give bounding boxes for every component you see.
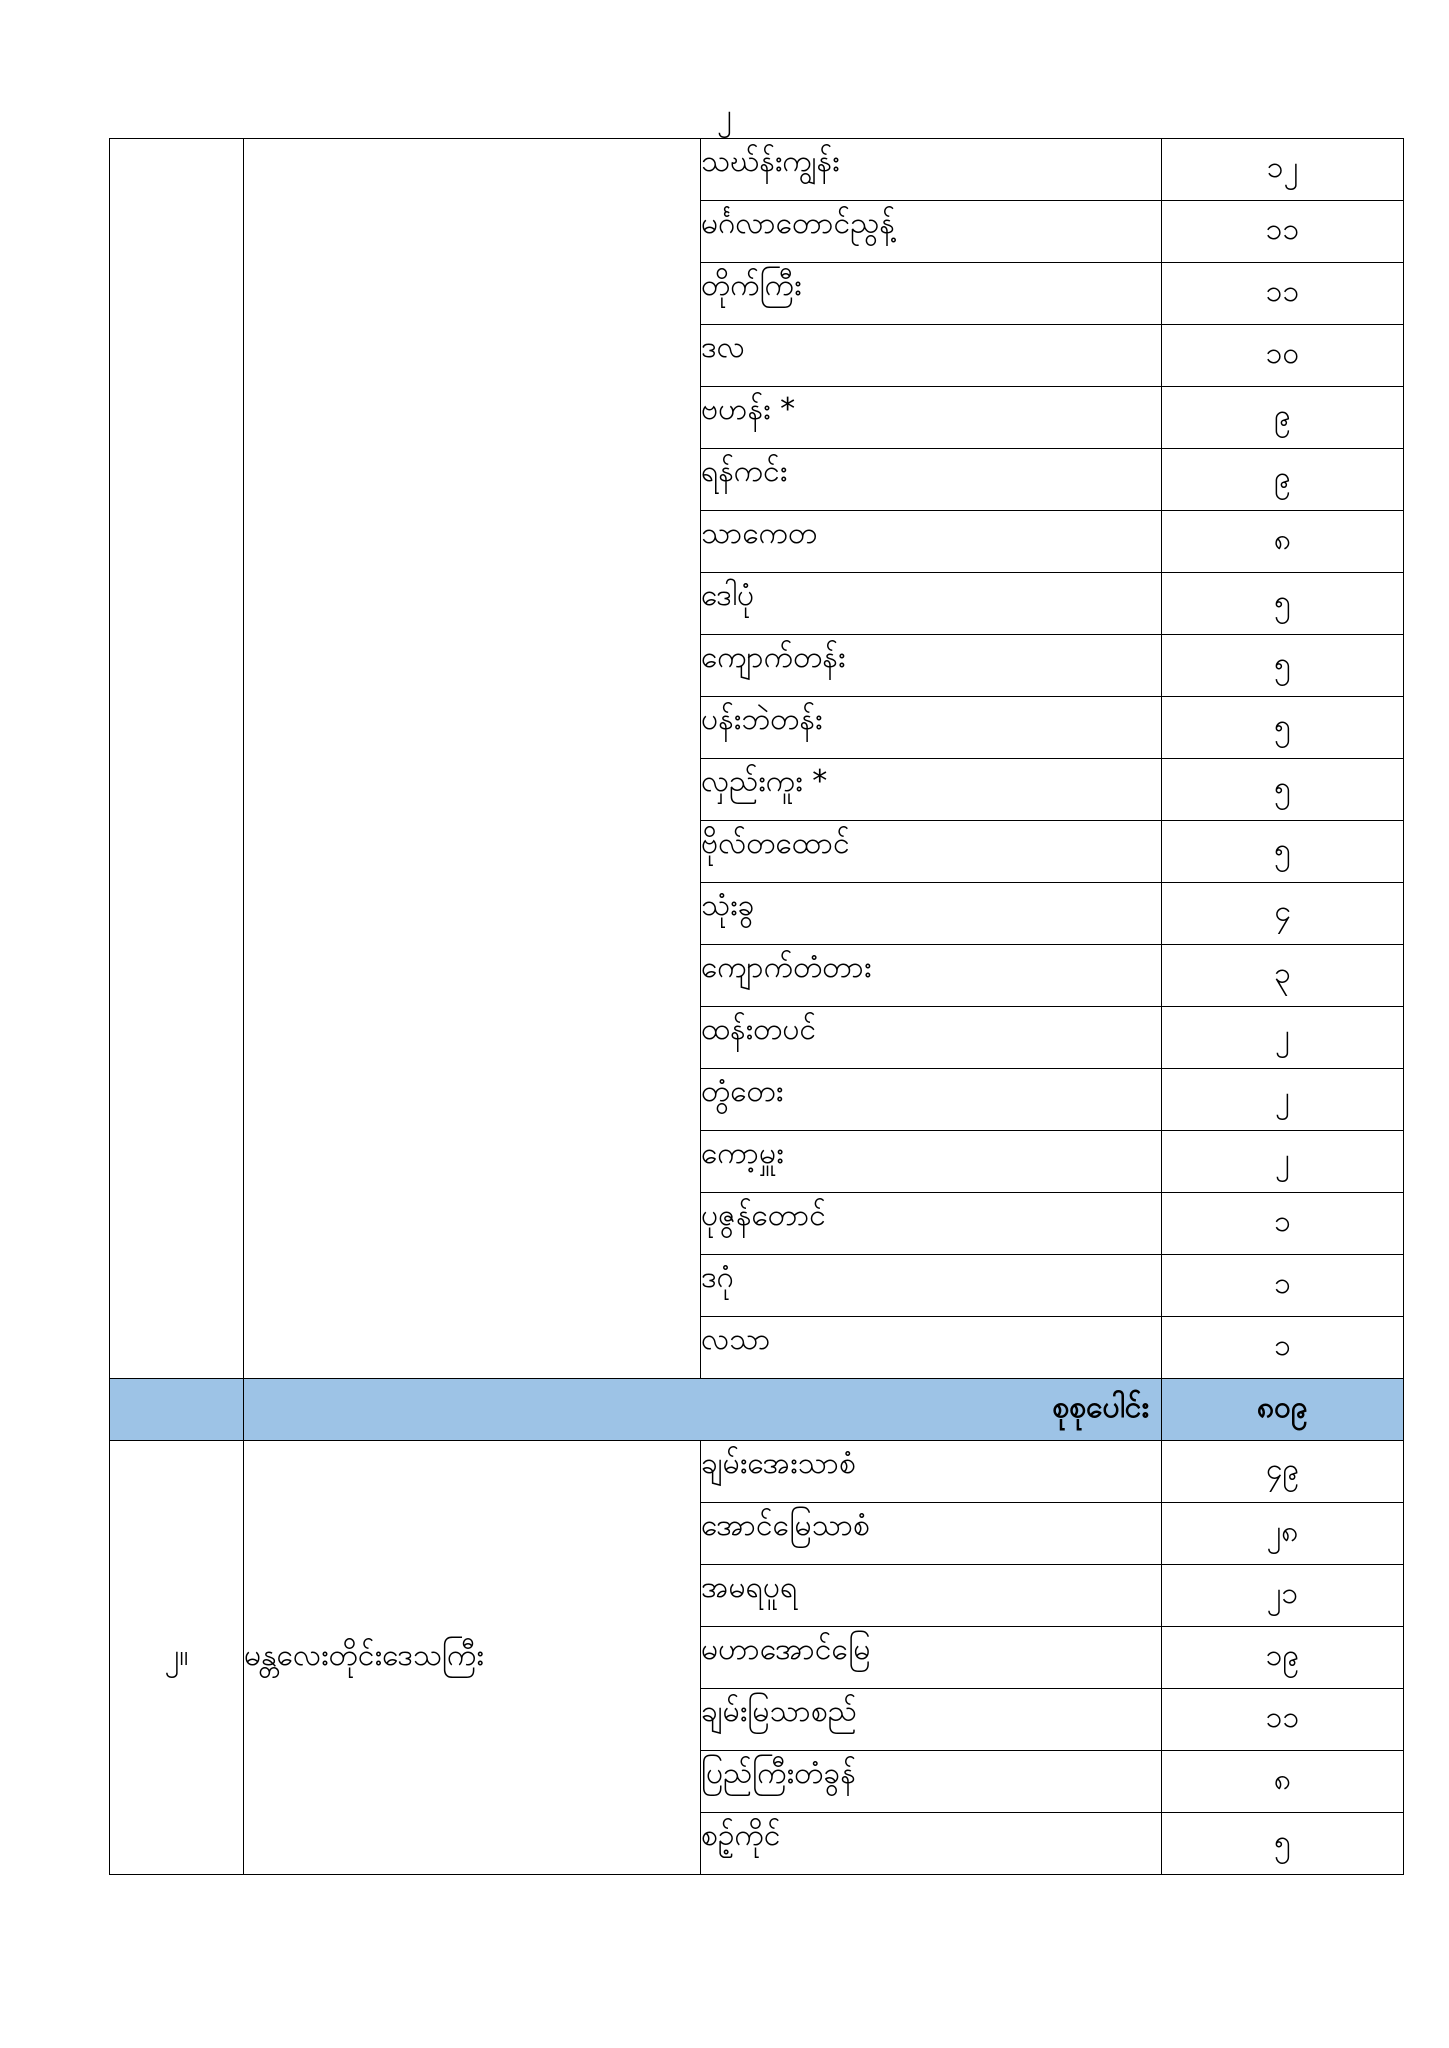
township-name: ဒလ <box>701 325 1162 387</box>
region-name-cell <box>244 139 701 1379</box>
township-name: ပုဇွန်တောင် <box>701 1193 1162 1255</box>
township-count: ၁၁ <box>1162 263 1404 325</box>
township-name: ဗဟန်း * <box>701 387 1162 449</box>
township-count: ၁ <box>1162 1193 1404 1255</box>
township-name: ချမ်းမြသာစည် <box>701 1689 1162 1751</box>
region-number: ၂။ <box>110 1441 244 1875</box>
township-name: ဗိုလ်တထောင် <box>701 821 1162 883</box>
township-count: ၄ <box>1162 883 1404 945</box>
township-count: ၁၉ <box>1162 1627 1404 1689</box>
township-name: ကော့မှူး <box>701 1131 1162 1193</box>
township-name: ပြည်ကြီးတံခွန် <box>701 1751 1162 1813</box>
total-row <box>110 1379 1404 1441</box>
township-count: ၄၉ <box>1162 1441 1404 1503</box>
township-count: ၂ <box>1162 1131 1404 1193</box>
township-name: အမရပူရ <box>701 1565 1162 1627</box>
township-count: ၈ <box>1162 511 1404 573</box>
township-name: ဒဂုံ <box>701 1255 1162 1317</box>
township-count: ၉ <box>1162 387 1404 449</box>
region-name: မန္တလေးတိုင်းဒေသကြီး <box>244 1441 701 1875</box>
township-count: ၅ <box>1162 759 1404 821</box>
township-name: သဃ်န်းကျွန်း <box>701 139 1162 201</box>
township-count: ၁ <box>1162 1317 1404 1379</box>
township-name: လသာ <box>701 1317 1162 1379</box>
township-count: ၅ <box>1162 697 1404 759</box>
township-name: ကျောက်တန်း <box>701 635 1162 697</box>
total-label: စုစုပေါင်း <box>244 1379 1162 1441</box>
township-name: မဟာအောင်မြေ <box>701 1627 1162 1689</box>
township-count: ၁၁ <box>1162 1689 1404 1751</box>
township-count: ၃ <box>1162 945 1404 1007</box>
township-count: ၂၁ <box>1162 1565 1404 1627</box>
township-name: တွံတေး <box>701 1069 1162 1131</box>
table-row <box>110 1441 1404 1503</box>
township-count: ၅ <box>1162 635 1404 697</box>
total-value: ၈၀၉ <box>1162 1379 1404 1441</box>
township-count: ၂ <box>1162 1007 1404 1069</box>
township-name: သာကေတ <box>701 511 1162 573</box>
township-count: ၈ <box>1162 1751 1404 1813</box>
township-name: ထန်းတပင် <box>701 1007 1162 1069</box>
township-count: ၅ <box>1162 573 1404 635</box>
township-name: ချမ်းအေးသာစံ <box>701 1441 1162 1503</box>
township-name: ဒေါပုံ <box>701 573 1162 635</box>
township-count-table <box>109 138 1404 1875</box>
township-name: တိုက်ကြီး <box>701 263 1162 325</box>
township-count: ၉ <box>1162 449 1404 511</box>
township-name: မင်္ဂလာတောင်ညွန့် <box>701 201 1162 263</box>
township-name: ပန်းဘဲတန်း <box>701 697 1162 759</box>
township-name: ရန်ကင်း <box>701 449 1162 511</box>
township-name: စဉ့်ကိုင် <box>701 1813 1162 1875</box>
region-number-cell <box>110 139 244 1379</box>
township-count: ၂ <box>1162 1069 1404 1131</box>
table-row <box>110 139 1404 201</box>
page-number: ၂ <box>717 98 732 133</box>
township-count: ၅ <box>1162 821 1404 883</box>
township-count: ၁၀ <box>1162 325 1404 387</box>
township-count: ၁၁ <box>1162 201 1404 263</box>
township-name: သုံးခွ <box>701 883 1162 945</box>
total-blank-cell <box>110 1379 244 1441</box>
township-name: လှည်းကူး * <box>701 759 1162 821</box>
township-count: ၅ <box>1162 1813 1404 1875</box>
township-count: ၁၂ <box>1162 139 1404 201</box>
township-count: ၂၈ <box>1162 1503 1404 1565</box>
township-name: အောင်မြေသာစံ <box>701 1503 1162 1565</box>
township-name: ကျောက်တံတား <box>701 945 1162 1007</box>
township-count: ၁ <box>1162 1255 1404 1317</box>
